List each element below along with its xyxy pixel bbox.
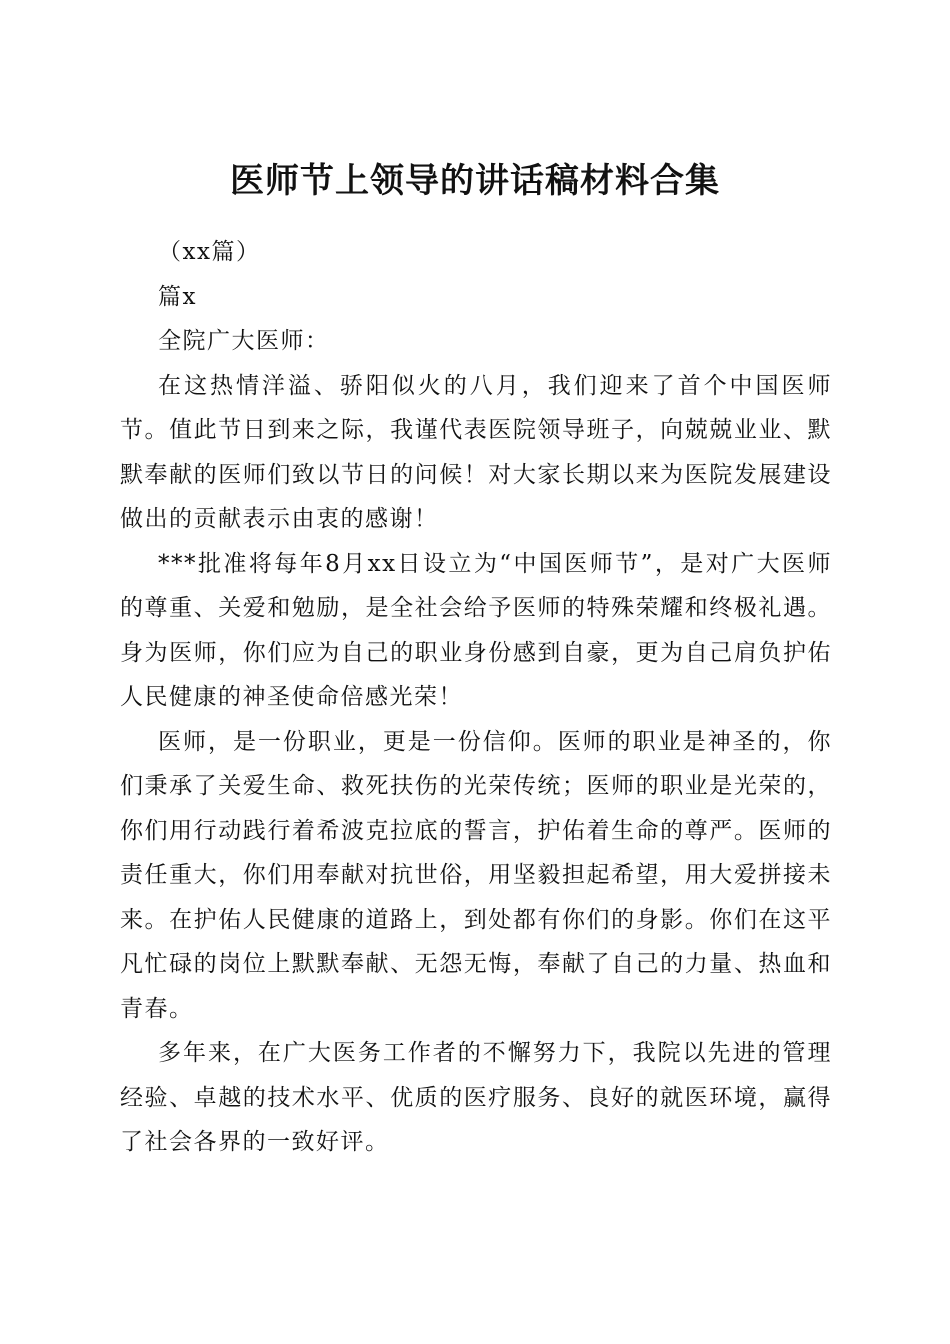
body-paragraph: 多年来，在广大医务工作者的不懈努力下，我院以先进的管理经验、卓越的技术水平、优质的医疗服务、良好的就医环境，赢得了社会各界的一致好评。 <box>120 1040 832 1155</box>
body-paragraph: ***批准将每年8月xx日设立为“中国医师节”，是对广大医师的尊重、关爱和勉励，是全社会给予医师的特殊荣耀和终极礼遇。身为医师，你们应为自己的职业身份感到自豪，更为自己肩负护佑人民健康的神圣使命倍感光荣！ <box>120 550 832 710</box>
subtitle-count: （xx篇） <box>158 239 261 265</box>
section-label: 篇x <box>158 283 197 310</box>
document-body <box>120 230 832 1165</box>
salutation: 全院广大医师： <box>158 328 330 354</box>
body-paragraph: 在这热情洋溢、骄阳似火的八月，我们迎来了首个中国医师节。值此节日到来之际，我谨代表医院领导班子，向兢兢业业、默默奉献的医师们致以节日的问候！对大家长期以来为医院发展建设做出的贡献表示由衷的感谢！ <box>120 372 832 532</box>
document-title: 医师节上领导的讲话稿材料合集 <box>230 160 720 201</box>
body-paragraph: 医师，是一份职业，更是一份信仰。医师的职业是神圣的，你们秉承了关爱生命、救死扶伤的光荣传统；医师的职业是光荣的，你们用行动践行着希波克拉底的誓言，护佑着生命的尊严。医师的责任重大，你们用奉献对抗世俗，用坚毅担起希望，用大爱拼接未来。在护佑人民健康的道路上，到处都有你们的身影。你们在这平凡忙碌的岗位上默默奉献、无怨无悔，奉献了自己的力量、热血和青春。 <box>120 728 832 1022</box>
